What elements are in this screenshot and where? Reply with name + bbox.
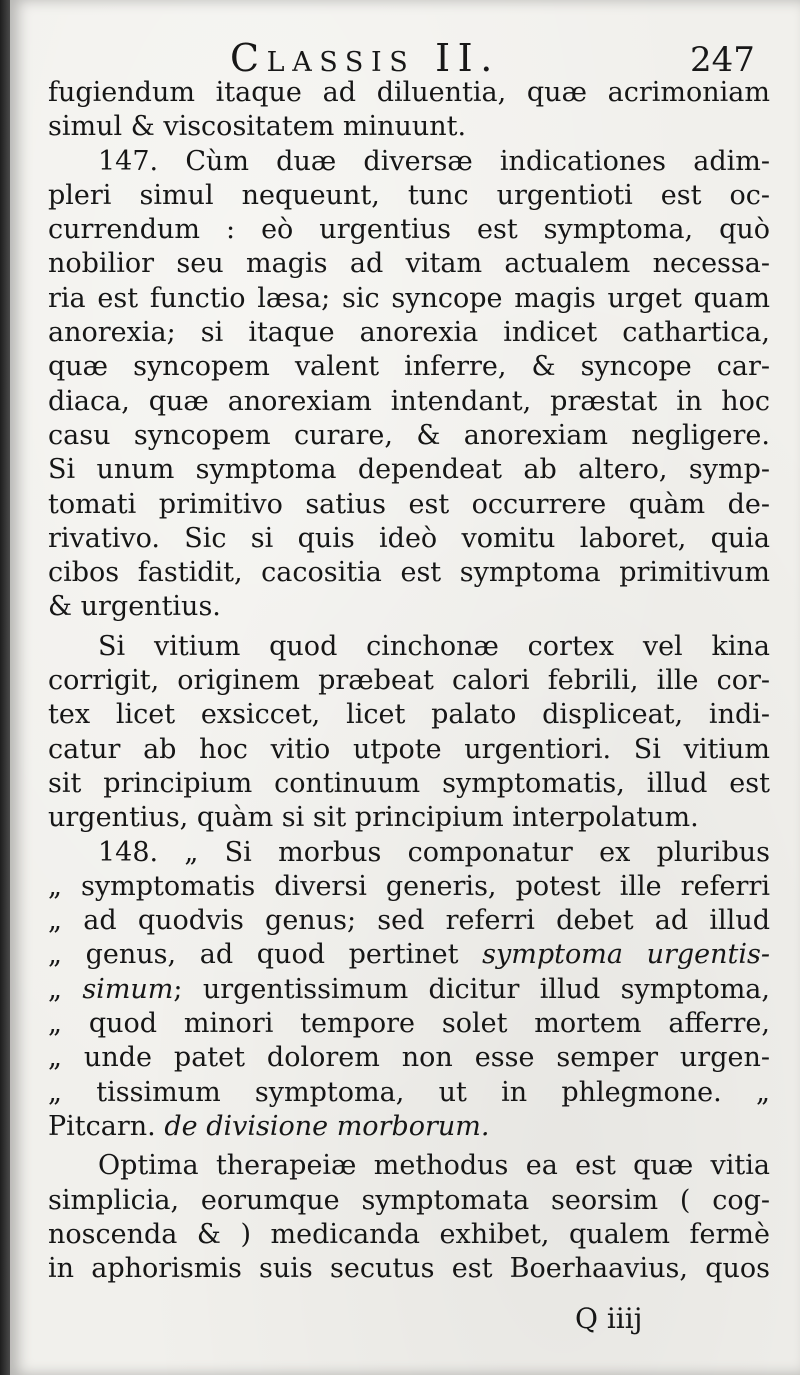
text-line [48, 973, 770, 1007]
text-line: simul & viscositatem minuunt. [48, 111, 467, 143]
text-line: diaca, quæ anorexiam intendant, præstat in hoc [48, 385, 770, 417]
text-line: anorexia; si itaque anorexia indicet cathartica, [48, 317, 770, 349]
text-line: cibos fastidit, cacositia est symptoma primitivum [48, 557, 770, 589]
page-number: 247 [690, 40, 755, 80]
citation-title: de divisione morborum. [164, 1110, 490, 1142]
italic-phrase: symptoma urgentis- [482, 939, 770, 971]
text-line: Si unum symptoma dependeat ab altero, symp- [48, 454, 770, 486]
text-line: nobilior seu magis ad vitam actualem necessa- [48, 248, 770, 280]
text-line: casu syncopem curare, & anorexiam negligere. [48, 419, 770, 451]
citation-line [48, 1110, 770, 1144]
text-line: quæ syncopem valent inferre, & syncope car- [48, 351, 770, 383]
text-line: tex licet exsiccet, licet palato displiceat, indi- [48, 699, 770, 731]
section-148-start: 148. „ Si morbus componatur ex pluribus [98, 836, 770, 868]
paragraph-start: Si vitium quod cinchonæ cortex vel kina [98, 630, 770, 662]
text-fragment: „ genus, ad quod pertinet [48, 939, 459, 971]
text-line: fugiendum itaque ad diluentia, quæ acrimoniam [48, 77, 770, 108]
text-line: in aphorismis suis secutus est Boerhaavius, quos [48, 1253, 770, 1285]
text-line: noscenda & ) medicanda exhibet, qualem fermè [48, 1218, 770, 1250]
citation-author: Pitcarn. [48, 1110, 156, 1142]
text-line: currendum : eò urgentius est symptoma, quò [48, 214, 770, 246]
quote-mark: „ [48, 973, 62, 1005]
text-line: & urgentius. [48, 591, 221, 623]
italic-phrase: simum [82, 973, 174, 1005]
signature-mark: Q iiij [575, 1302, 643, 1335]
text-line: „ quod minori tempore solet mortem afferre, [48, 1008, 770, 1040]
text-line: simplicia, eorumque symptomata seorsim ( cog- [48, 1184, 770, 1216]
text-line: „ tissimum symptoma, ut in phlegmone. „ [48, 1076, 770, 1108]
paragraph-start: Optima therapeiæ methodus ea est quæ vitia [98, 1150, 770, 1182]
body-text [48, 76, 770, 1286]
text-line: „ unde patet dolorem non esse semper urgen- [48, 1042, 770, 1074]
text-line: catur ab hoc vitio utpote urgentiori. Si vitium [48, 733, 770, 765]
running-head-title: Classis II. [230, 36, 500, 80]
text-line: tomati primitivo satius est occurrere quàm de- [48, 488, 770, 520]
text-line: pleri simul nequeunt, tunc urgentioti est oc- [48, 179, 770, 211]
text-line: rivativo. Sic si quis ideò vomitu laboret, quia [48, 522, 770, 554]
text-line [48, 938, 770, 972]
text-line: corrigit, originem præbeat calori febrili, ille cor- [48, 665, 770, 697]
text-fragment: ; urgentissimum dicitur illud symptoma, [173, 973, 770, 1005]
text-line: ria est functio læsa; sic syncope magis urget quam [48, 282, 770, 314]
text-line: sit principium continuum symptomatis, illud est [48, 767, 770, 799]
book-page [10, 0, 800, 1375]
section-147-start: 147. Cùm duæ diversæ indicationes adim- [98, 145, 770, 177]
text-line: „ symptomatis diversi generis, potest ille referri [48, 870, 770, 902]
book-binding-edge [0, 0, 10, 1375]
text-line: urgentius, quàm si sit principium interpolatum. [48, 802, 699, 834]
text-line: „ ad quodvis genus; sed referri debet ad illud [48, 905, 770, 937]
